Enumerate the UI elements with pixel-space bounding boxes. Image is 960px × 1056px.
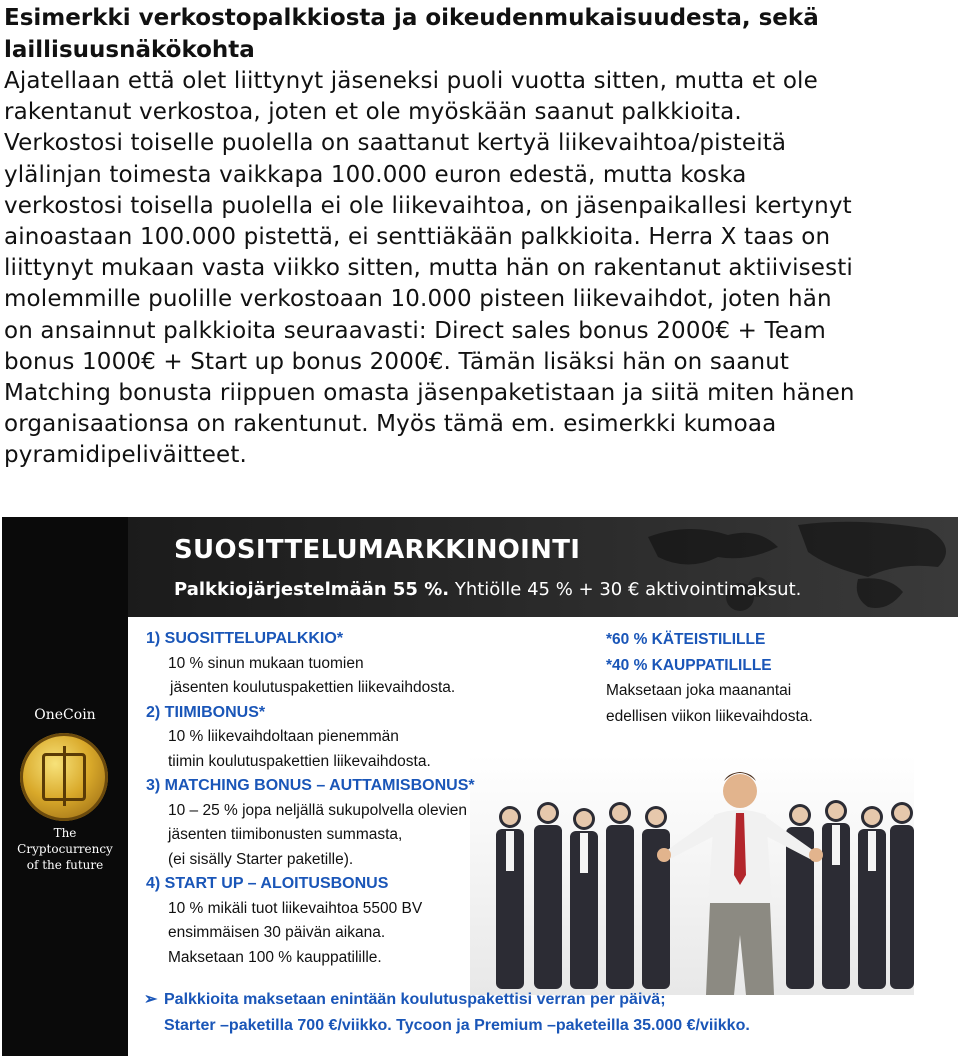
- bonus-line: 10 – 25 % jopa neljällä sukupolvella olevien: [168, 801, 468, 819]
- bonus-line: jäsenten koulutuspakettien liikevaihdosta.: [170, 679, 456, 696]
- paragraph-line: verkostosi toisella puolella ei ole liikevaihtoa, on jäsenpaikallesi kertynyt: [4, 192, 852, 219]
- document-text: [4, 0, 956, 472]
- paragraph-line: Verkostosi toiselle puolella on saattanut kertyä liikevaihtoa/pisteitä: [4, 130, 787, 157]
- onecoin-logo-icon: [20, 733, 108, 821]
- bonus-line: 10 % sinun mukaan tuomien: [168, 654, 364, 672]
- bonus-line: 10 % mikäli tuot liikevaihtoa 5500 BV: [168, 899, 423, 917]
- bonus-line: tiimin koulutuspakettien liikevaihdosta.: [168, 752, 431, 770]
- paragraph-line: rakentanut verkostoa, joten et ole myöskään saanut palkkioita.: [4, 99, 742, 126]
- slide-header: [128, 517, 958, 617]
- paragraph-line: on ansainnut palkkioita seuraavasti: Direct sales bonus 2000€ + Team: [4, 317, 826, 344]
- payout-cap-note: [144, 987, 944, 1039]
- slide-heading: SUOSITTELUMARKKINOINTI: [174, 535, 581, 565]
- slide-subheading: [174, 579, 801, 600]
- paragraph-line: ylälinjan toimesta vaikkapa 100.000 euron edestä, mutta koska: [4, 161, 747, 188]
- payment-schedule-line: Maksetaan joka maanantai: [606, 682, 792, 699]
- bonus-line: Maksetaan 100 % kauppatilille.: [168, 948, 382, 966]
- paragraph-line: bonus 1000€ + Start up bonus 2000€. Tämän lisäksi hän on saanut: [4, 348, 790, 375]
- compensation-plan-slide: [2, 517, 958, 1056]
- paragraph-line: liittynyt mukaan vasta viikko sitten, mutta hän on rakentanut aktiivisesti: [4, 255, 853, 282]
- brand-sidebar: [2, 517, 128, 1056]
- paragraph-line: organisaationsa on rakentunut. Myös tämä em. esimerkki kumoaa: [4, 411, 777, 438]
- subheading-rest: Yhtiölle 45 % + 30 € aktivointimaksut.: [454, 579, 802, 600]
- bonus-line: jäsenten tiimibonusten summasta,: [168, 826, 403, 843]
- cash-account-note: *60 % KÄTEISTILILLE: [606, 631, 766, 648]
- brand-name: OneCoin: [34, 707, 96, 723]
- subheading-bold: Palkkiojärjestelmään 55 %.: [174, 579, 450, 600]
- arrow-bullet-icon: ➢: [144, 991, 158, 1008]
- paragraph-line: Matching bonusta riippuen omasta jäsenpaketistaan ja siitä miten hänen: [4, 380, 855, 407]
- bonus-line: ensimmäisen 30 päivän aikana.: [168, 924, 386, 941]
- tagline-line: of the future: [26, 858, 104, 872]
- footer-line: Palkkioita maksetaan enintään koulutuspakettisi verran per päivä;: [164, 991, 666, 1008]
- world-map-icon: [628, 517, 958, 617]
- payout-notes: [606, 627, 946, 729]
- document-paragraph: [4, 66, 956, 472]
- bonus-list: [146, 627, 586, 970]
- bonus-line: (ei sisälly Starter paketille).: [168, 850, 354, 868]
- title-line: Esimerkki verkostopalkkiosta ja oikeudenmukaisuudesta, sekä: [4, 5, 819, 31]
- tagline-line: Cryptocurrency: [17, 842, 113, 856]
- bonus-heading: 1) SUOSITTELUPALKKIO*: [146, 630, 344, 647]
- bonus-heading: 3) MATCHING BONUS – AUTTAMISBONUS*: [146, 777, 475, 794]
- trade-account-note: *40 % KAUPPATILILLE: [606, 656, 772, 674]
- bonus-line: 10 % liikevaihdoltaan pienemmän: [168, 728, 399, 745]
- title-line: laillisuusnäkökohta: [4, 37, 255, 63]
- bonus-heading: 4) START UP – ALOITUSBONUS: [146, 875, 389, 892]
- brand-tagline: [2, 825, 128, 873]
- tagline-line: The: [53, 826, 77, 840]
- payment-schedule-line: edellisen viikon liikevaihdosta.: [606, 707, 813, 725]
- paragraph-line: ainoastaan 100.000 pistettä, ei senttiäkään palkkioita. Herra X taas on: [4, 224, 831, 251]
- bonus-heading: 2) TIIMIBONUS*: [146, 703, 266, 721]
- document-title: [4, 0, 956, 66]
- paragraph-line: Ajatellaan että olet liittynyt jäseneksi puoli vuotta sitten, mutta et ole: [4, 68, 818, 94]
- paragraph-line: molemmille puolille verkostoaan 10.000 pisteen liikevaihdot, joten hän: [4, 286, 832, 313]
- paragraph-line: pyramidipeliväitteet.: [4, 442, 247, 469]
- footer-line: Starter –paketilla 700 €/viikko. Tycoon ja Premium –paketeilla 35.000 €/viikko.: [164, 1017, 750, 1034]
